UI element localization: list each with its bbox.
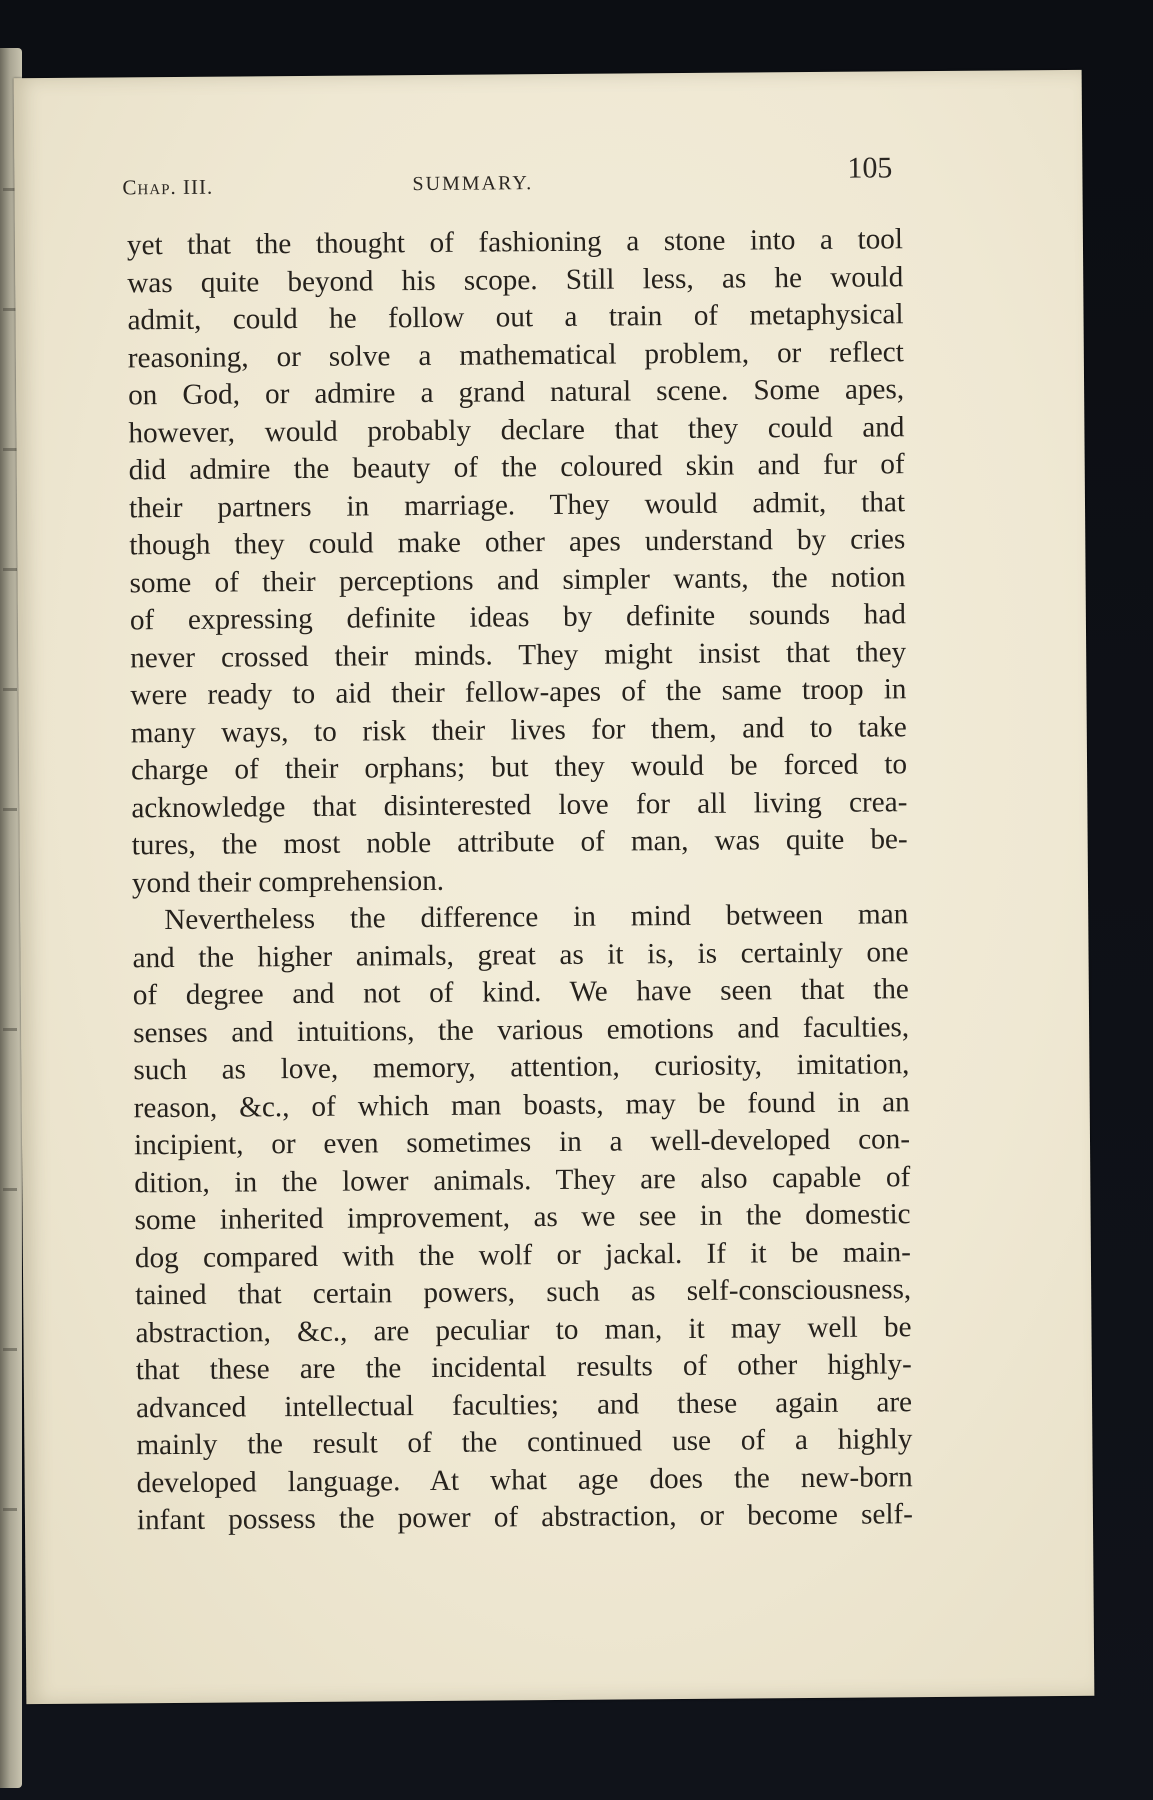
page-number: 105: [847, 151, 893, 185]
text-line: developed language. At what age does the new-born: [136, 1460, 913, 1499]
body-text: [127, 221, 913, 1540]
text-line: infant possess the power of abstraction, or become self-: [136, 1498, 914, 1537]
text-line: reasoning, or solve a mathematical problem, or reflect: [127, 335, 904, 374]
text-line: of expressing definite ideas by definite sounds had: [129, 598, 906, 637]
text-line: on God, or admire a grand natural scene. Some apes,: [127, 373, 905, 412]
text-line: were ready to aid their fellow-apes of the same troop in: [130, 673, 907, 712]
text-line: charge of their orphans; but they would be forced to: [130, 748, 908, 787]
text-line: mainly the result of the continued use of a highly: [136, 1423, 913, 1462]
text-line: tures, the most noble attribute of man, was quite be-: [131, 823, 908, 862]
page-header: [122, 151, 892, 207]
text-line: was quite beyond his scope. Still less, as he would: [127, 260, 904, 299]
text-line: many ways, to risk their lives for them, and to take: [130, 710, 907, 749]
text-line: acknowledge that disinterested love for all living crea-: [131, 785, 908, 824]
text-line: though they could make other apes understand by cries: [129, 523, 906, 562]
text-line: never crossed their minds. They might insist that they: [130, 635, 907, 674]
text-line: incipient, or even sometimes in a well-developed con-: [133, 1123, 911, 1162]
text-line: reason, &c., of which man boasts, may be found in an: [133, 1085, 910, 1124]
text-line: and the higher animals, great as it is, is certainly one: [132, 935, 909, 974]
text-line: however, would probably declare that they could and: [128, 410, 905, 449]
text-line: their partners in marriage. They would admit, that: [128, 485, 906, 524]
running-head-title: SUMMARY.: [412, 172, 534, 196]
text-line: advanced intellectual faculties; and these again are: [135, 1385, 913, 1424]
text-line: dog compared with the wolf or jackal. If it be main-: [134, 1235, 912, 1274]
book-page: [14, 70, 1095, 1704]
running-head-chapter: Chap. III.: [122, 174, 214, 200]
paragraph-end-line: yond their comprehension.: [131, 864, 445, 899]
text-line: tained that certain powers, such as self-consciousness,: [135, 1273, 912, 1312]
text-line: dition, in the lower animals. They are also capable of: [134, 1160, 911, 1199]
text-line: admit, could he follow out a train of metaphysical: [127, 298, 904, 337]
text-line: that these are the incidental results of other highly-: [135, 1348, 912, 1387]
text-line: senses and intuitions, the various emotions and faculties,: [133, 1010, 910, 1049]
paragraph-start-line: Nevertheless the difference in mind between man: [164, 898, 909, 937]
text-line: did admire the beauty of the coloured skin and fur of: [128, 448, 905, 487]
text-line: some inherited improvement, as we see in the domestic: [134, 1198, 911, 1237]
text-line: such as love, memory, attention, curiosity, imitation,: [133, 1048, 910, 1087]
text-line: abstraction, &c., are peculiar to man, it may well be: [135, 1310, 912, 1349]
text-line: of degree and not of kind. We have seen that the: [132, 973, 909, 1012]
text-line: some of their perceptions and simpler wants, the notion: [129, 560, 906, 599]
text-line: yet that the thought of fashioning a stone into a tool: [126, 223, 904, 262]
